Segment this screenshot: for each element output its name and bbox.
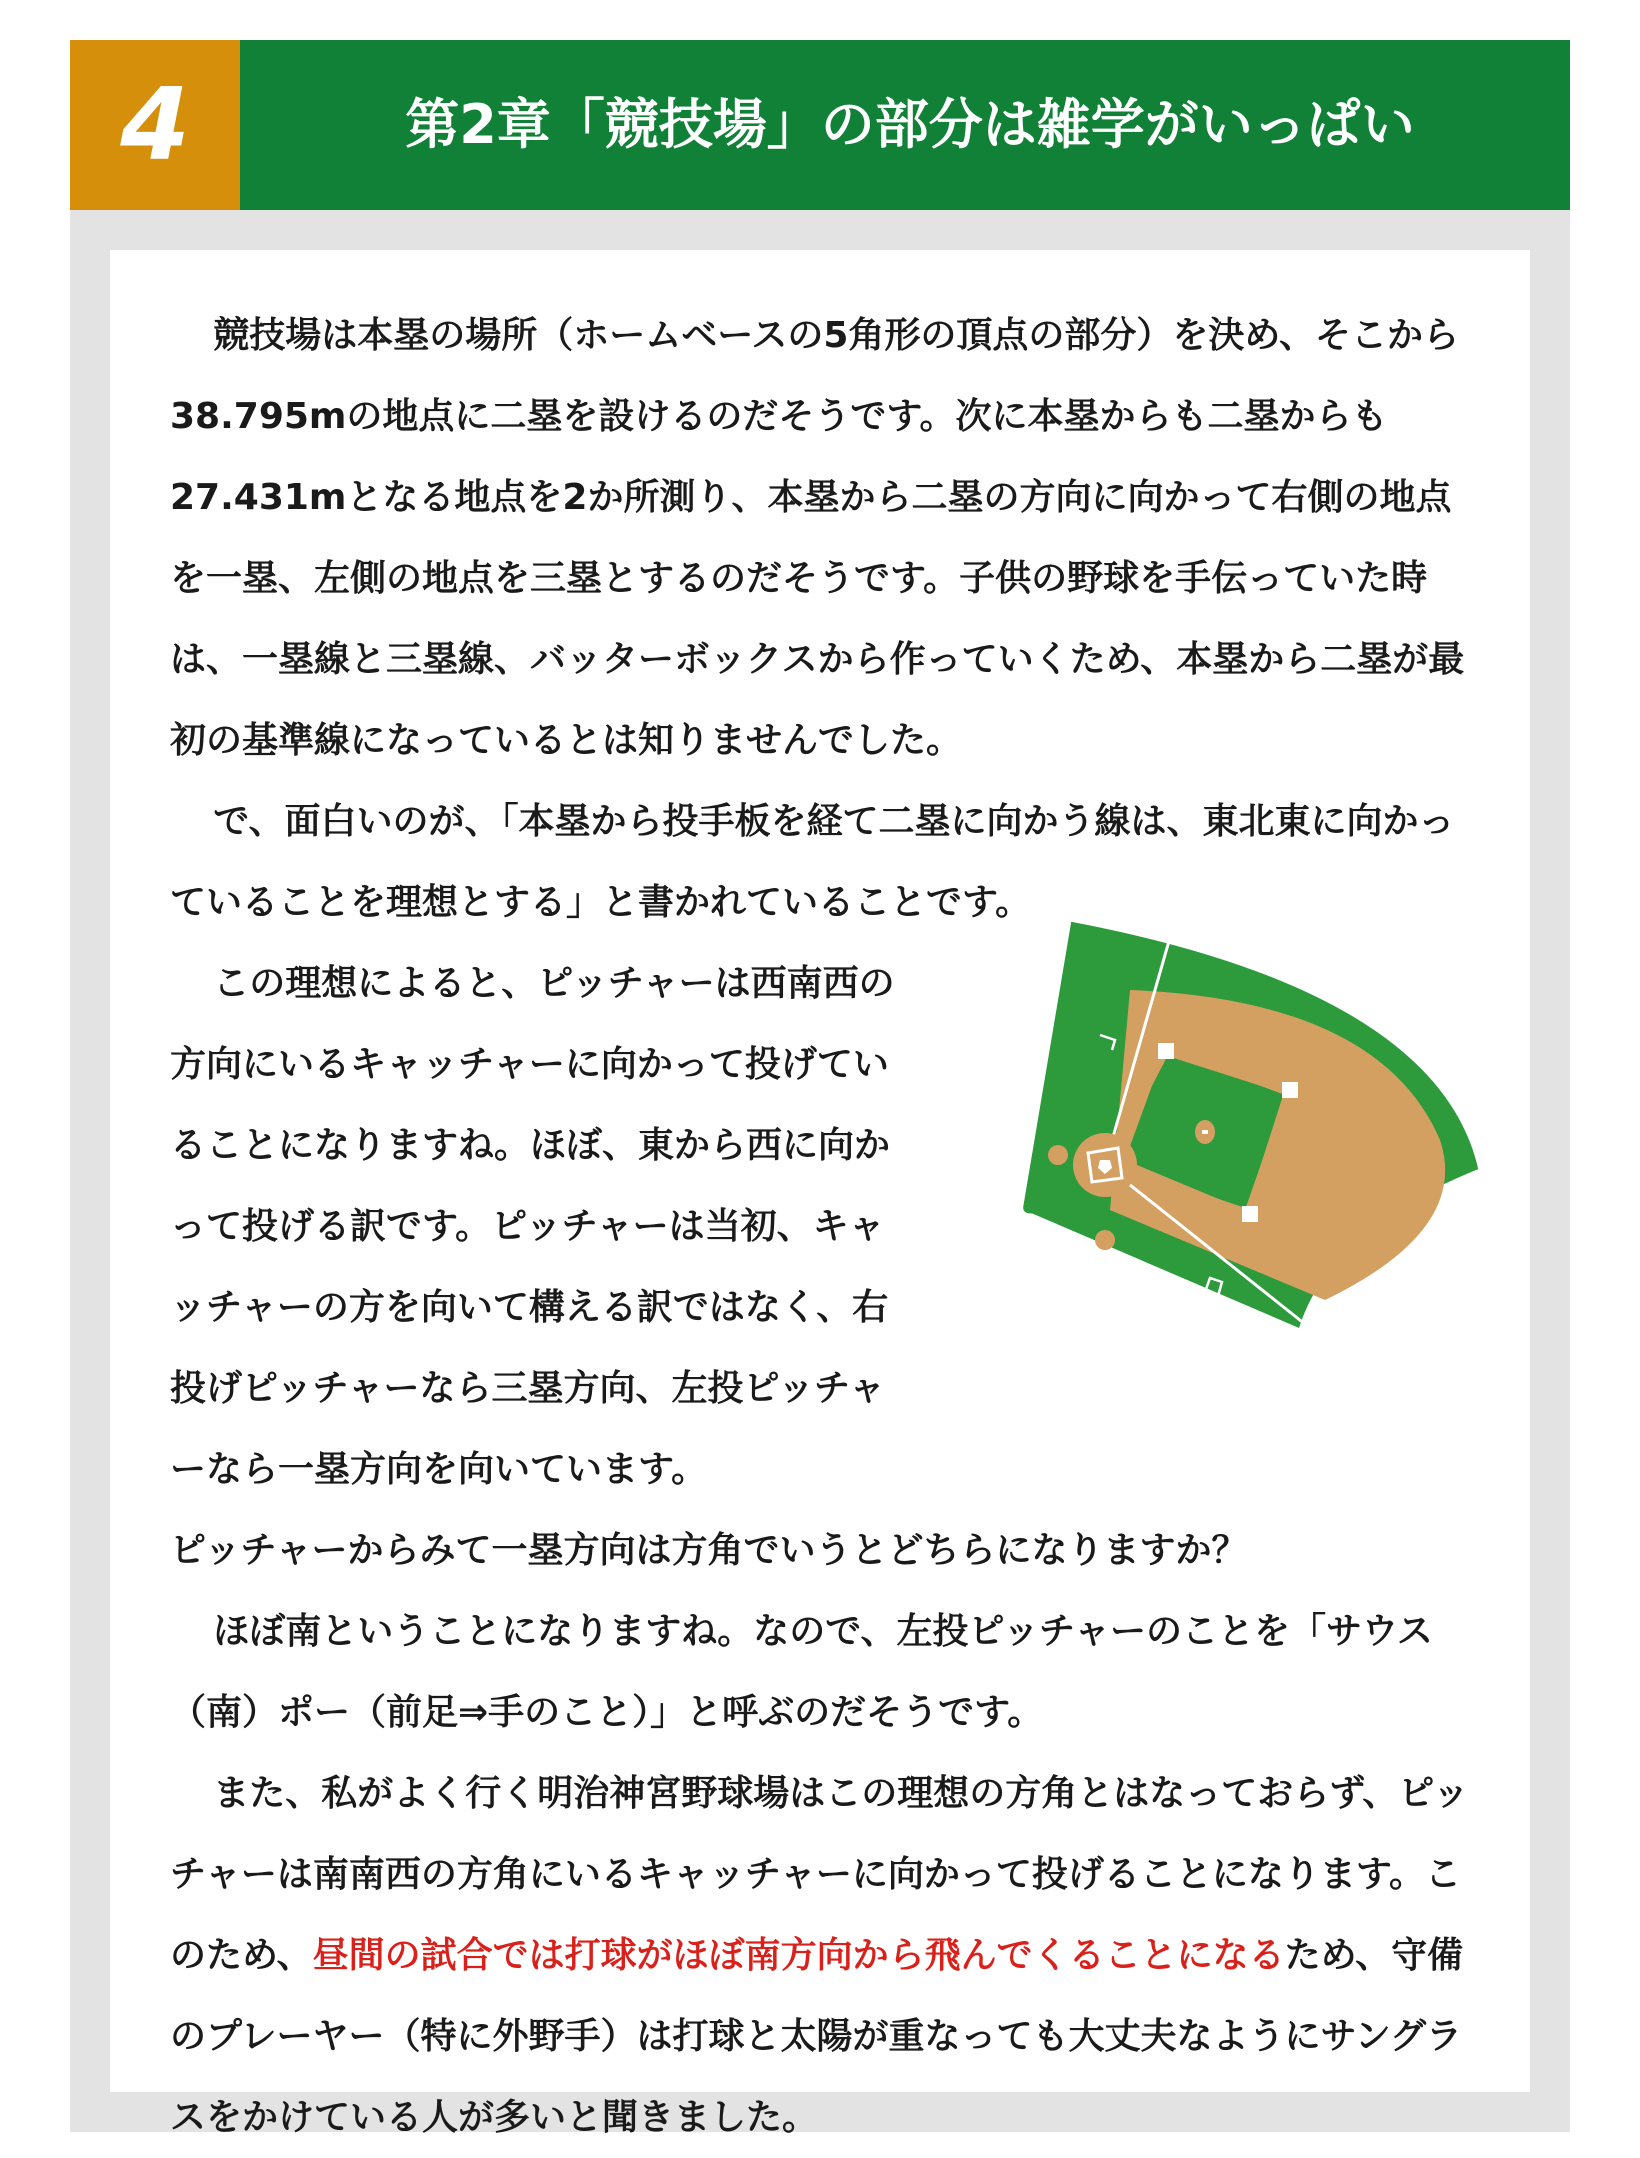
third-base <box>1242 1206 1258 1222</box>
paragraph-3 <box>170 943 910 1510</box>
article-panel <box>110 250 1530 2138</box>
paragraph-4 <box>170 1591 1470 1753</box>
on-deck-circle-2 <box>1095 1230 1115 1250</box>
paragraph-4-text: ほぼ南ということになりますね。なので、左投ピッチャーのことを「サウス（南）ポー（前足⇒手のこと）」と呼ぶのだそうです。 <box>170 1611 1433 1733</box>
section-card <box>70 40 1570 2138</box>
on-deck-circle-1 <box>1048 1145 1068 1165</box>
first-base <box>1282 1082 1298 1098</box>
section-header <box>70 40 1570 210</box>
paragraph-3-text: この理想によると、ピッチャーは西南西の方向にいるキャッチャーに向かって投げていることになりますね。ほぼ、東から西に向かって投げる訳です。ピッチャーは当初、キャッチャーの方を向いて構える訳ではなく、右投げピッチャーなら三塁方向、左投ピッチャーなら一塁方向を向いています。 <box>170 963 895 1490</box>
baseball-field-illustration <box>1000 910 1500 1410</box>
pitchers-plate <box>1202 1130 1208 1134</box>
paragraph-5-text-a: また、私がよく行く明治神宮野球場はこの理想の方角とはなっておらず、ピッチャーは南南西の方角にいるキャッチャーに向かって投げることになります。このため、 <box>170 1773 1469 1976</box>
paragraph-5 <box>170 1753 1470 2158</box>
paragraph-5-text-b: ため、守備のプレーヤー（特に外野手）は打球と太陽が重なっても大丈夫なようにサングラスをかけている人が多いと聞きました。 <box>170 1935 1464 2138</box>
second-base <box>1158 1043 1174 1059</box>
highlight-text: 昼間の試合では打球がほぼ南方向から飛んでくることになる <box>312 1935 1285 1976</box>
paragraph-2-text: で、面白いのが、「本塁から投手板を経て二塁に向かう線は、東北東に向かっていることを理想とする」と書かれていることです。 <box>170 801 1455 923</box>
baseball-field-icon <box>1000 910 1500 1410</box>
section-title: 第2章「競技場」の部分は雑学がいっぱい <box>405 93 1415 156</box>
paragraph-1 <box>170 295 1470 781</box>
paragraph-3-question: ピッチャーからみて一塁方向は方角でいうとどちらになりますか？ <box>170 1530 1248 1571</box>
section-number: 4 <box>70 40 240 210</box>
paragraph-1-text: 競技場は本塁の場所（ホームベースの5角形の頂点の部分）を決め、そこから38.795mの地点に二塁を設けるのだそうです。次に本塁からも二塁からも27.431mとなる地点を2か所測り、本塁から二塁の方向に向かって右側の地点を一塁、左側の地点を三塁とするのだそうです。子供の野球を手伝っていた時は、一塁線と三塁線、バッターボックスから作っていくため、本塁から二塁が最初の基準線になっているとは知りませんでした。 <box>170 315 1465 761</box>
